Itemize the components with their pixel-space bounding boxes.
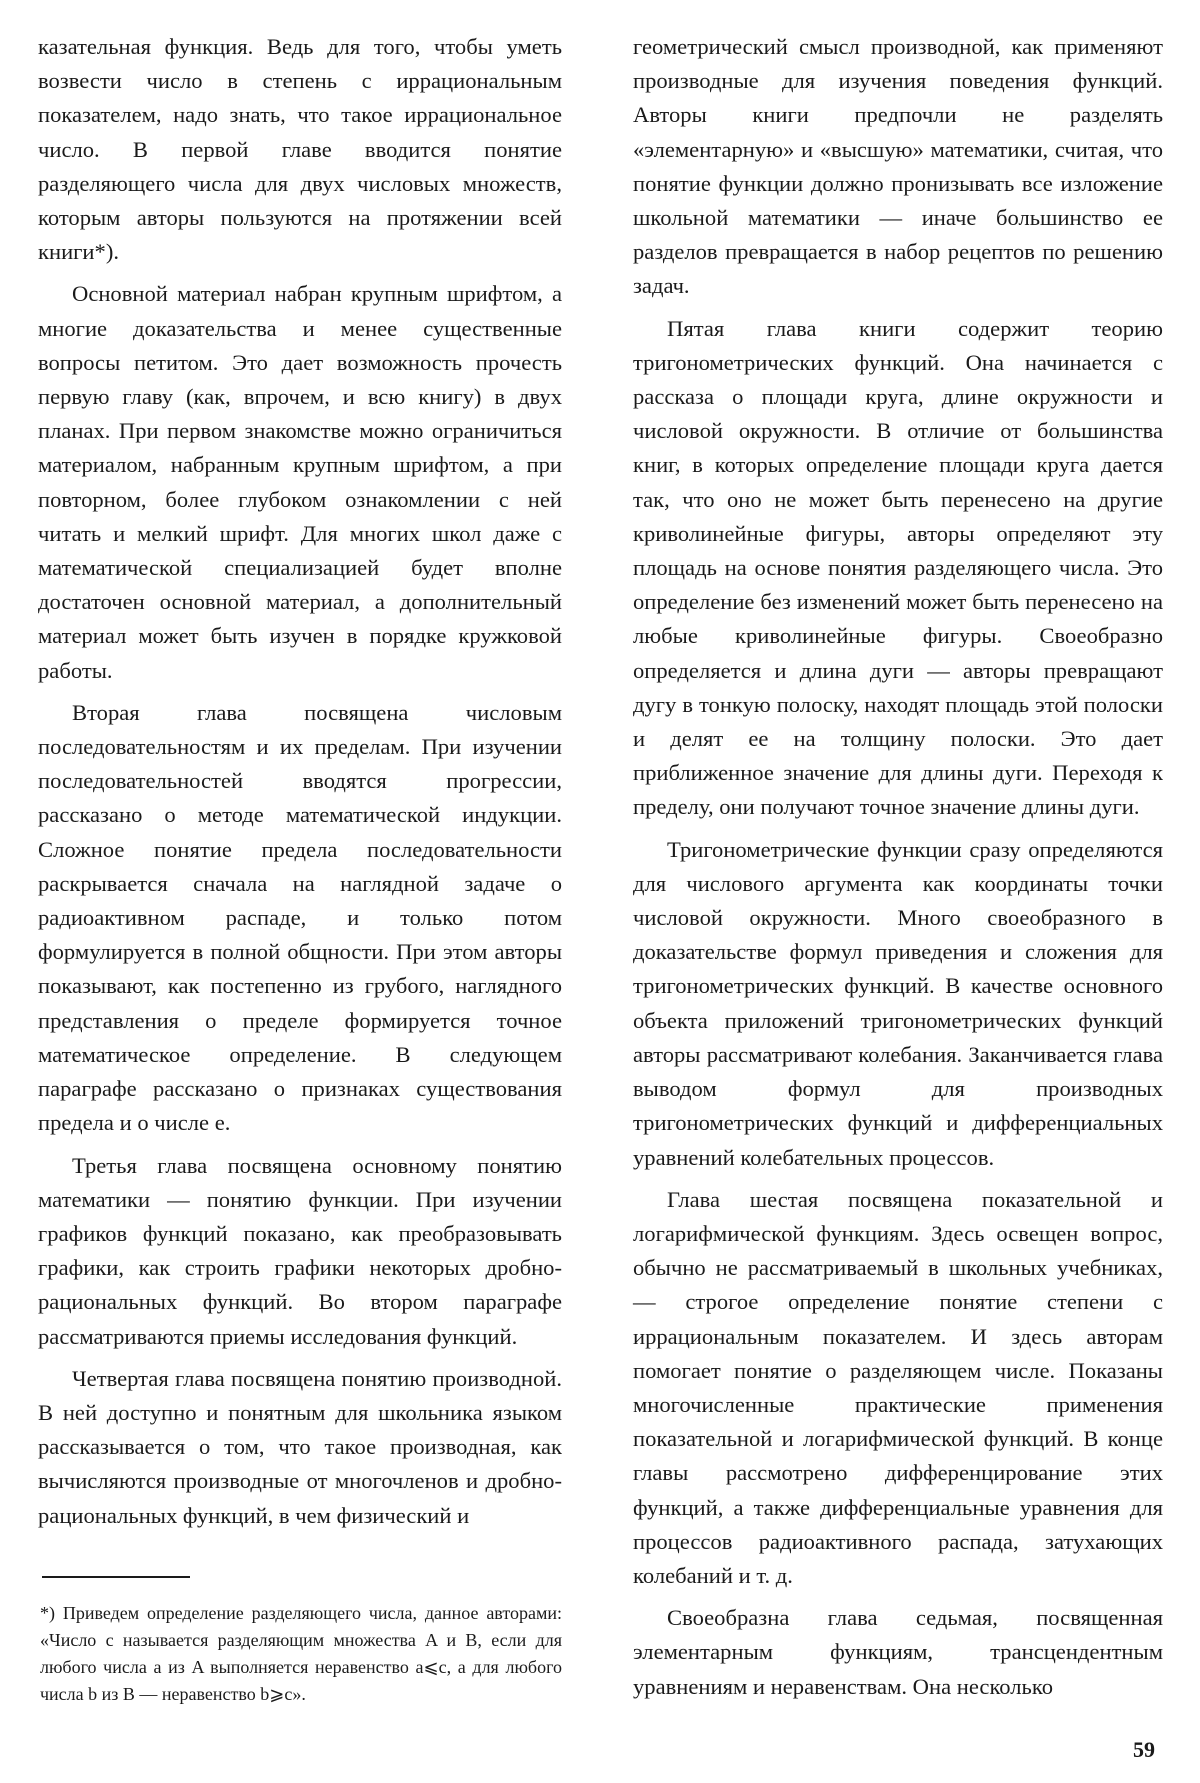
paragraph: Четвертая глава посвящена понятию производной. В ней доступно и понятным для школьника языком рассказывается о том, что такое производная, как вычисляются производные от многочленов и дробно-рациональных функций, в чем физический и [38,1365,562,1528]
paragraph: Основной материал набран крупным шрифтом, а многие доказательства и менее существенные вопросы петитом. Это дает возможность прочесть первую главу (как, впрочем, и всю книгу) в двух планах. При первом знакомстве можно ограничиться материалом, набранным крупным шрифтом, а при повторном, более глубоком ознакомлении с ней читать и мелкий шрифт. Для многих школ даже с математической специализацией будет вполне достаточен основной материал, а дополнительный материал может быть изучен в порядке кружковой работы. [38,281,562,683]
page-number: 59 [1133,1737,1155,1762]
paragraph: геометрический смысл производной, как применяют производные для изучения поведения функций. Авторы книги предпочли не разделять «элементарную» и «высшую» математики, считая, что понятие функции должно пронизывать все изложение школьной математики — иначе большинство ее разделов превращается в набор рецептов по решению задач. [633,34,1163,299]
footnote [40,1600,562,1708]
left-column [38,30,562,1541]
paragraph: Третья глава посвящена основному понятию математики — понятию функции. При изучении графиков функций показано, как преобразовывать графики, как строить графики некоторых дробно-рациональных функций. Во втором параграфе рассматриваются приемы исследования функций. [38,1152,562,1349]
paragraph: казательная функция. Ведь для того, чтобы уметь возвести число в степень с иррациональным показателем, надо знать, что такое иррациональное число. В первой главе вводится понятие разделяющего числа для двух числовых множеств, которым авторы пользуются на протяжении всей книги*). [38,34,562,265]
paragraph: Глава шестая посвящена показательной и логарифмической функциям. Здесь освещен вопрос, обычно не рассматриваемый в школьных учебниках,— строгое определение понятие степени с иррациональным показателем. И здесь авторам помогает понятие о разделяющем числе. Показаны многочисленные практические применения показательной и логарифмической функций. В конце главы рассмотрено дифференцирование этих функций, а также дифференциальные уравнения для процессов радиоактивного распада, затухающих колебаний и т. д. [633,1186,1163,1588]
footnote-divider [42,1576,190,1578]
paragraph: Пятая глава книги содержит теорию тригонометрических функций. Она начинается с рассказа о площади круга, длине окружности и числовой окружности. В отличие от большинства книг, в которых определение площади круга дается так, что оно не может быть перенесено на другие криволинейные фигуры, авторы определяют эту площадь на основе понятия разделяющего числа. Это определение без изменений может быть перенесено на любые криволинейные фигуры. Своеобразно определяется и длина дуги — авторы превращают дугу в тонкую полоску, находят площадь этой полоски и делят ее на толщину полоски. Это дает приближенное значение для длины дуги. Переходя к пределу, они получают точное значение длины дуги. [633,315,1163,820]
paragraph: Вторая глава посвящена числовым последовательностям и их пределам. При изучении последовательностей вводятся прогрессии, рассказано о методе математической индукции. Сложное понятие предела последовательности раскрывается сначала на наглядной задаче о радиоактивном распаде, и только потом формулируется в полной общности. При этом авторы показывают, как постепенно из грубого, наглядного представления о пределе формируется точное математическое определение. В следующем параграфе рассказано о признаках существования предела и о числе e. [38,699,562,1136]
right-column [633,30,1163,1712]
paragraph: Тригонометрические функции сразу определяются для числового аргумента как координаты точки числовой окружности. Много своеобразного в доказательстве формул приведения и сложения для тригонометрических функций. В качестве основного объекта приложений тригонометрических функций авторы рассматривают колебания. Заканчивается глава выводом формул для производных тригонометрических функций и дифференциальных уравнений колебательных процессов. [633,836,1163,1170]
paragraph: Своеобразна глава седьмая, посвященная элементарным функциям, трансцендентным уравнениям и неравенствам. Она несколько [633,1605,1163,1699]
footnote-text: *) Приведем определение разделяющего числа, данное авторами: «Число c называется разделяющим множества A и B, если для любого числа a из A выполняется неравенство a⩽c, а для любого числа b из B — неравенство b⩾c». [40,1603,562,1704]
